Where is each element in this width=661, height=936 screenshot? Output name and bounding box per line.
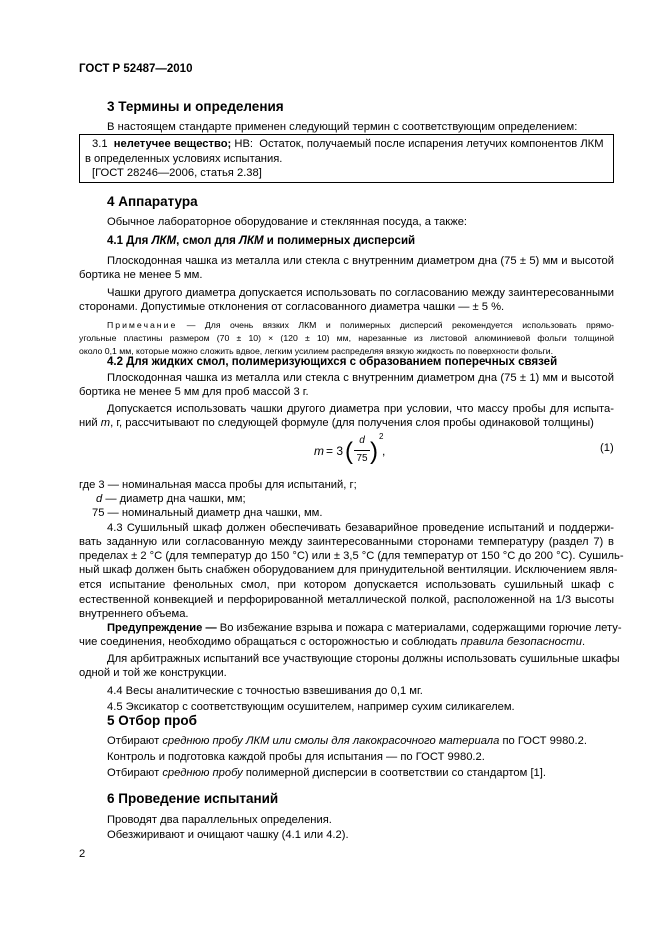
sec4-intro: Обычное лабораторное оборудование и стеклянная посуда, а также: (107, 216, 468, 228)
paragraph-line (107, 766, 614, 781)
section-5-title: 5 Отбор проб (107, 713, 197, 728)
h41-part: и полимерных дисперсий (263, 235, 416, 247)
section-6-title: 6 Проведение испытаний (107, 791, 279, 806)
paragraph-line: естественной конвекцией и перфорированной металлической полкой, расположенной на 1/3 высоты (79, 594, 614, 606)
text-part: , г, рассчитывают по следующей формуле (для получения слоя пробы одинаковой толщины) (110, 417, 594, 429)
text-part: . (581, 636, 586, 648)
paragraph-line: 4.4 Весы аналитические с точностью взвешивания до 0,1 мг. (107, 685, 423, 697)
note-line (107, 319, 614, 332)
text-part: Во избежание взрыва и пожара с материалами, содержащими горючие лету- (216, 622, 622, 634)
paragraph-line (79, 416, 614, 431)
h41-italic: ЛКМ (239, 235, 264, 247)
warning-line (79, 635, 614, 650)
text-italic: среднюю пробу ЛКМ или смолы для лакокрасочного материала (162, 735, 500, 747)
paragraph-line: Плоскодонная чашка из металла или стекла с внутренним диаметром дна (75 ± 5) мм и высотой (107, 255, 614, 267)
where-line: 75 — номинальный диаметр дна чашки, мм. (92, 507, 323, 519)
section-4-title: 4 Аппаратура (107, 194, 198, 209)
paragraph-line: Для арбитражных испытаний все участвующие стороны должны использовать сушильные шкафы (107, 653, 620, 665)
paragraph-line: ется испытание фенольных смол, при котором допускается использовать сушильный шкаф с (79, 579, 614, 591)
paragraph-line: бортика не менее 5 мм для проб массой 3 г. (79, 386, 309, 398)
text-part: Отбирают (107, 735, 163, 747)
subsection-4-1-title (107, 235, 415, 247)
warning-label: Предупреждение — (107, 622, 217, 634)
paragraph-line: Чашки другого диаметра допускается использовать по согласованию между заинтересованными (107, 287, 614, 299)
fraction-bar (354, 450, 370, 451)
paragraph-line: одной и той же конструкции. (79, 667, 227, 679)
text-part: по ГОСТ 9980.2. (499, 735, 587, 747)
page-number: 2 (79, 848, 86, 860)
paragraph-line: ный шкаф должен быть снабжен оборудованием для принудительной вентиляции. Исключением явля- (79, 564, 618, 576)
paragraph-line: Допускается использовать чашки другого диаметра при условии, что массу пробы для испыта- (107, 403, 614, 415)
paragraph-line: внутреннего объема. (79, 608, 189, 620)
variable-m: m (100, 417, 111, 429)
text-part: — диаметр дна чашки, мм; (102, 493, 246, 505)
note-label: Примечание (107, 320, 178, 330)
sec3-intro: В настоящем стандарте применен следующий термин с соответствующим определением: (107, 121, 578, 133)
note-text: — Для очень вязких ЛКМ и полимерных дисперсий рекомендуется использовать прямо- (186, 320, 614, 330)
text-part: чие соединения, необходимо обращаться с осторожностью и соблюдать (79, 636, 461, 648)
paragraph-line: пределах ± 2 °С (для температур до 150 °С) или ± 3,5 °С (для температур от 150 °С до 200 °С). Сушиль- (79, 550, 624, 562)
where-line (96, 492, 631, 507)
paragraph-line: бортика не менее 5 мм. (79, 269, 203, 281)
paragraph-line: сторонами. Допустимые отклонения от согласованного диаметра чашки — ± 5 %. (79, 301, 505, 313)
paragraph-line: 4.3 Сушильный шкаф должен обеспечивать безаварийное проведение испытаний и поддержи- (107, 522, 614, 534)
warning-line (107, 621, 622, 636)
formula-numerator: d (359, 435, 365, 446)
formula-denominator: 75 (356, 453, 368, 464)
note-line: около 0,1 мм, которые можно сложить вдвое, легким усилием распределяя вязкую жидкость по поверхности фольги. (79, 346, 554, 356)
text-italic: среднюю пробу (162, 767, 243, 779)
formula-paren-close: ) (370, 438, 378, 465)
paragraph-line: Контроль и подготовка каждой пробы для испытания — по ГОСТ 9980.2. (107, 751, 485, 763)
paragraph-line: вать заданную или согласованную между заинтересованными сторонами температуру (раздел 7) в (79, 536, 614, 548)
h41-part: 4.1 Для (107, 235, 152, 247)
text-part: Отбирают (107, 767, 163, 779)
note-line: угольные пластины размером (70 ± 10) × (120 ± 10) мм, нарезанные из листовой алюминиевой фольги толщиной (79, 333, 614, 343)
paragraph-line: Плоскодонная чашка из металла или стекла с внутренним диаметром дна (75 ± 1) мм и высотой (107, 372, 614, 384)
formula-lhs: m (314, 444, 324, 458)
text-part: полимерной дисперсии в соответствии со стандартом [1]. (242, 767, 546, 779)
formula-tail: , (382, 444, 386, 458)
text-italic: правила безопасности (460, 636, 582, 648)
term-definition: Остаток, получаемый после испарения летучих компонентов ЛКМ (259, 138, 604, 150)
document-header: ГОСТ Р 52487—2010 (79, 63, 193, 75)
h41-italic: ЛКМ (151, 235, 177, 247)
formula-eq: = 3 (326, 444, 344, 458)
paragraph-line: 4.5 Эксикатор с соответствующим осушителем, например сухим силикагелем. (107, 701, 515, 713)
term-line (92, 137, 604, 152)
term-reference: [ГОСТ 28246—2006, статья 2.38] (92, 167, 262, 179)
paragraph-line (107, 734, 614, 749)
section-3-title: 3 Термины и определения (107, 99, 284, 114)
formula-paren-open: ( (345, 438, 353, 465)
h41-part: , смол для (176, 235, 240, 247)
subsection-4-2-title: 4.2 Для жидких смол, полимеризующихся с образованием поперечных связей (107, 356, 558, 368)
paragraph-line: Проводят два параллельных определения. (107, 814, 332, 826)
formula-number: (1) (600, 442, 614, 454)
formula-exponent: 2 (379, 432, 384, 441)
paragraph-line: Обезжиривают и очищают чашку (4.1 или 4.2). (107, 829, 349, 841)
term-name: нелетучее вещество; (113, 138, 232, 150)
term-abbr: НВ: (234, 138, 254, 150)
formula-1 (310, 430, 430, 474)
where-line: где 3 — номинальная масса пробы для испытаний, г; (79, 479, 357, 491)
variable-d: d (96, 493, 103, 505)
text-part: ний (79, 417, 101, 429)
term-number: 3.1 (92, 138, 108, 150)
term-definition-cont: в определенных условиях испытания. (85, 153, 283, 165)
